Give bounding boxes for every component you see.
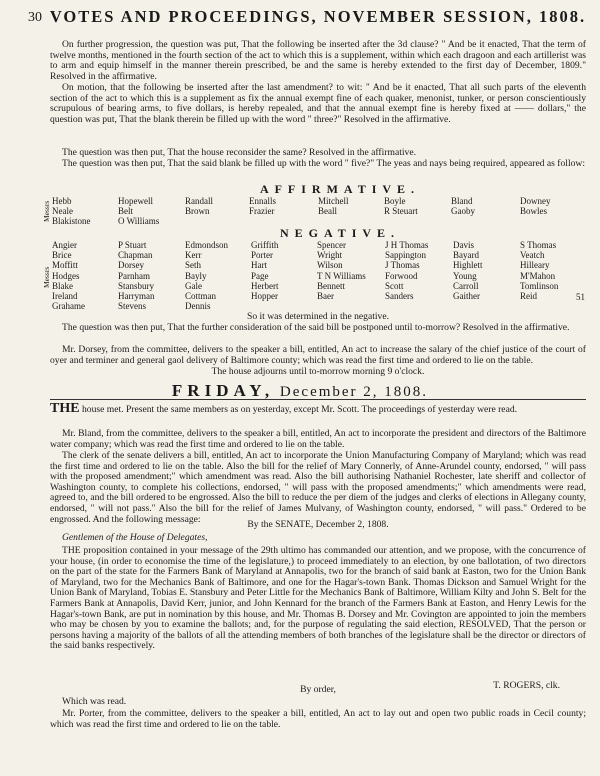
list-item: Bennett — [317, 280, 345, 291]
list-item: Brown — [185, 206, 210, 217]
friday-day: FRIDAY, — [171, 381, 275, 400]
senate-message: THE proposition contained in your message of the 29th ultimo has commanded our attention, and we propose, with the concurrence of your house, (in order to economise the time of the legislature,) to proceed immediately to an election, by one ballotation, of two directors on the part of the state for the Farmers Bank of Maryland at Annapolis, two for the branch of said bank at Easton, two for the Union Bank of Maryland, two for the Mechanics Bank of Baltimore, and one for the Hagar's-town Bank. Thomas Dickson and Samuel Wright for the Union Bank of Maryland, Tobias E. Stansbury and Peter Little for the Mechanics Bank of Baltimore, William Kilty and John S. Belt for the Farmers Bank at Annapolis, David Kerr, junior, and John Kennard for the branch of the Farmers Bank at Easton, and Henry Lewis for the Hagar's-town Bank, are put in nomination by this house, and Mr. Thomas B. Dorsey and Mr. Covington are appointed to join the members who may be chosen by you to examine the ballots; and, for the purpose of regulating the said election, RESOLVED, That the person or persons having a majority of the ballots of all the attending members of both branches of the legislature shall be the director or directors of the said banks respectively. — [50, 545, 587, 652]
by-order: By order, — [300, 684, 336, 695]
list-item: Dennis — [185, 301, 211, 312]
list-item: Blake — [52, 280, 73, 291]
list-item: Young — [453, 270, 477, 281]
list-item: Harryman — [118, 291, 155, 302]
affirmative-side-label: Messrs — [42, 200, 51, 222]
paragraph-6: Mr. Dorsey, from the committee, delivers to the speaker a bill, entitled, An act to increase the salary of the chief justice of the court of oyer and terminer and general gaol delivery of Baltimore county; which was read the first time and ordered to lie on the table. — [50, 344, 586, 366]
paragraph-8: Mr. Bland, from the committee, delivers to the speaker a bill, entitled, An act to incorporate the president and directors of the Baltimore water company; which was read the first time and ordered to lie on the table. — [50, 428, 586, 450]
list-item: Kerr — [185, 250, 202, 261]
list-item: Chapman — [118, 250, 153, 261]
list-item: R Steuart — [384, 206, 418, 217]
list-item: Gale — [185, 280, 202, 291]
determined-line: So it was determined in the negative. — [246, 311, 389, 322]
negative-col-6 — [385, 240, 428, 301]
affirmative-col-7 — [451, 196, 475, 216]
negative-col-1 — [52, 240, 85, 311]
paragraph-5: The question was then put, That the further consideration of the said bill be postponed until to-morrow? Resolved in the affirmative. — [62, 322, 570, 333]
list-item: Randall — [185, 196, 213, 206]
list-item: Boyle — [384, 196, 406, 206]
affirmative-col-1 — [52, 196, 91, 227]
affirmative-col-8 — [520, 196, 551, 216]
list-item: Baer — [317, 291, 334, 302]
list-item: Tomlinson — [520, 280, 559, 291]
list-item: Moffitt — [52, 260, 78, 271]
list-item: J Thomas — [385, 260, 420, 271]
affirmative-col-3 — [185, 196, 213, 216]
list-item: Hebb — [52, 196, 72, 206]
list-item: Wilson — [317, 260, 343, 271]
paragraph-9: The clerk of the senate delivers a bill, entitled, An act to incorporate the Union Manufacturing Company of Maryland; which was read the first time and ordered to lie on the table. Also the bill for the relief of Mary Connerly, of Anne-Arundel county, endorsed, " will pass with the proposed amendment;" which amendment was read. Also the bill authorising Nathaniel Rochester, late sheriff and collector of Washington county, to complete his collections, endorsed, " will pass with the proposed amendments;" which amendments were read, agreed to, and the bill ordered to be engrossed. Also the bill to reduce the per diem of the judges and clerks of elections in Allegany county, endorsed, " will not pass." Also the bill for the relief of James Mulvany, of Washington county, endorsed, " will pass." Ordered to be engrossed. And the following message: — [50, 450, 586, 525]
list-item: Brice — [52, 250, 72, 261]
senate-line: By the SENATE, December 2, 1808. — [247, 519, 389, 530]
affirmative-col-6 — [384, 196, 418, 216]
list-item: Belt — [118, 206, 133, 217]
negative-count: 51 — [576, 292, 585, 302]
paragraph-4: The question was then put, That the said blank be filled up with the word " five?" The yeas and nays being required, appeared as follow: — [62, 158, 585, 169]
list-item: Reid — [520, 291, 537, 302]
negative-col-2 — [118, 240, 154, 311]
list-item: Griffith — [251, 240, 279, 250]
list-item: O Williams — [118, 216, 160, 227]
friday-heading — [0, 381, 600, 401]
list-item: T N Williams — [317, 270, 366, 281]
list-item: M'Mahon — [520, 270, 556, 281]
list-item: Porter — [251, 250, 273, 261]
list-item: Dorsey — [118, 260, 144, 271]
list-item: Mitchell — [318, 196, 349, 206]
affirmative-col-4 — [249, 196, 276, 216]
list-item: Hilleary — [520, 260, 550, 271]
negative-side-label: Messrs — [42, 266, 51, 288]
list-item: P Stuart — [118, 240, 147, 250]
negative-col-7 — [453, 240, 483, 301]
list-item: Highlett — [453, 260, 483, 271]
paragraph-1: On further progression, the question was put, That the following be inserted after the 3d clause? " And be it enacted, That the term of twelve months, mentioned in the fourth section of the act to which this is a supplement, within which each dragoon and each artillerist was to arm and equip himself in the manner therein prescribed, be and the same is hereby extended to the first day of December, 1809." Resolved in the affirmative. — [50, 39, 586, 82]
list-item: Ennalls — [249, 196, 276, 206]
list-item: Hart — [251, 260, 267, 271]
list-item: Hodges — [52, 270, 80, 281]
list-item: Edmondson — [185, 240, 229, 250]
list-item: Downey — [520, 196, 551, 206]
list-item: Neale — [52, 206, 73, 217]
running-title: VOTES AND PROCEEDINGS, NOVEMBER SESSION, 1808. — [49, 7, 587, 26]
list-item: Cottman — [185, 291, 216, 302]
signature: T. ROGERS, clk. — [493, 680, 560, 691]
paragraph-3: The question was then put, That the house reconsider the same? Resolved in the affirmative. — [62, 147, 416, 158]
list-item: Sappington — [385, 250, 427, 261]
page-header — [28, 7, 588, 29]
list-item: Bowles — [520, 206, 547, 217]
list-item: Seth — [185, 260, 202, 271]
list-item: Angier — [52, 240, 77, 250]
list-item: Hopewell — [118, 196, 153, 206]
list-item: Bayard — [453, 250, 479, 261]
affirmative-heading: AFFIRMATIVE. — [259, 182, 421, 196]
list-item: Spencer — [317, 240, 346, 250]
list-item: Stansbury — [118, 280, 154, 291]
paragraph-7-text: house met. Present the same members as on yesterday, except Mr. Scott. The proceedings of yesterday were read. — [81, 404, 518, 415]
negative-col-8 — [520, 240, 558, 301]
list-item: Scott — [385, 280, 404, 291]
friday-date: December 2, 1808. — [279, 384, 429, 400]
list-item: J H Thomas — [385, 240, 429, 250]
list-item: Herbert — [251, 280, 279, 291]
list-item: S Thomas — [520, 240, 557, 250]
adjourn-line: The house adjourns until to-morrow morning 9 o'clock. — [211, 366, 425, 377]
list-item: Bayly — [185, 270, 207, 281]
drop-cap: THE — [50, 401, 80, 416]
list-item: Parnham — [118, 270, 150, 281]
negative-col-5 — [317, 240, 366, 301]
list-item: Grahame — [52, 301, 85, 312]
list-item: Forwood — [385, 270, 418, 281]
list-item: Beall — [318, 206, 337, 217]
list-item: Frazier — [249, 206, 275, 217]
list-item: Blakistone — [52, 216, 91, 227]
paragraph-2: On motion, that the following be inserted after the last amendment? to wit: " And be it enacted, That all such parts of the eleventh section of the act to which this is a supplement as fix the annual exempt fine of each quaker, menonist, tunker, or person conscientiously scrupulous of bearing arms, to five dollars, is hereby repealed, and that the annual exempt fine is hereby fixed at —— dollars," the question was put, That the blank therein be filled up with the word " three?" Resolved in the affirmative. — [50, 82, 586, 125]
list-item: Gaoby — [451, 206, 475, 217]
affirmative-col-5 — [318, 196, 349, 216]
list-item: Stevens — [118, 301, 146, 312]
list-item: Wright — [317, 250, 343, 261]
list-item: Bland — [451, 196, 473, 206]
list-item: Veatch — [520, 250, 545, 261]
affirmative-col-2 — [118, 196, 159, 227]
list-item: Sanders — [385, 291, 414, 302]
page-number: 30 — [28, 10, 42, 25]
paragraph-11: Mr. Porter, from the committee, delivers to the speaker a bill, entitled, An act to lay out and open two public roads in Cecil county; which was read the first time and ordered to lie on the table. — [50, 708, 586, 730]
list-item: Page — [251, 270, 269, 281]
senate-salutation: Gentlemen of the House of Delegates, — [62, 532, 208, 543]
paragraph-10: Which was read. — [62, 696, 127, 707]
list-item: Carroll — [453, 280, 479, 291]
list-item: Hopper — [251, 291, 278, 302]
list-item: Gaither — [453, 291, 480, 302]
negative-col-3 — [185, 240, 228, 311]
list-item: Ireland — [52, 291, 78, 302]
negative-heading: NEGATIVE. — [279, 226, 401, 240]
paragraph-7 — [50, 401, 586, 416]
divider — [50, 399, 586, 400]
list-item: Davis — [453, 240, 474, 250]
negative-col-4 — [251, 240, 278, 301]
